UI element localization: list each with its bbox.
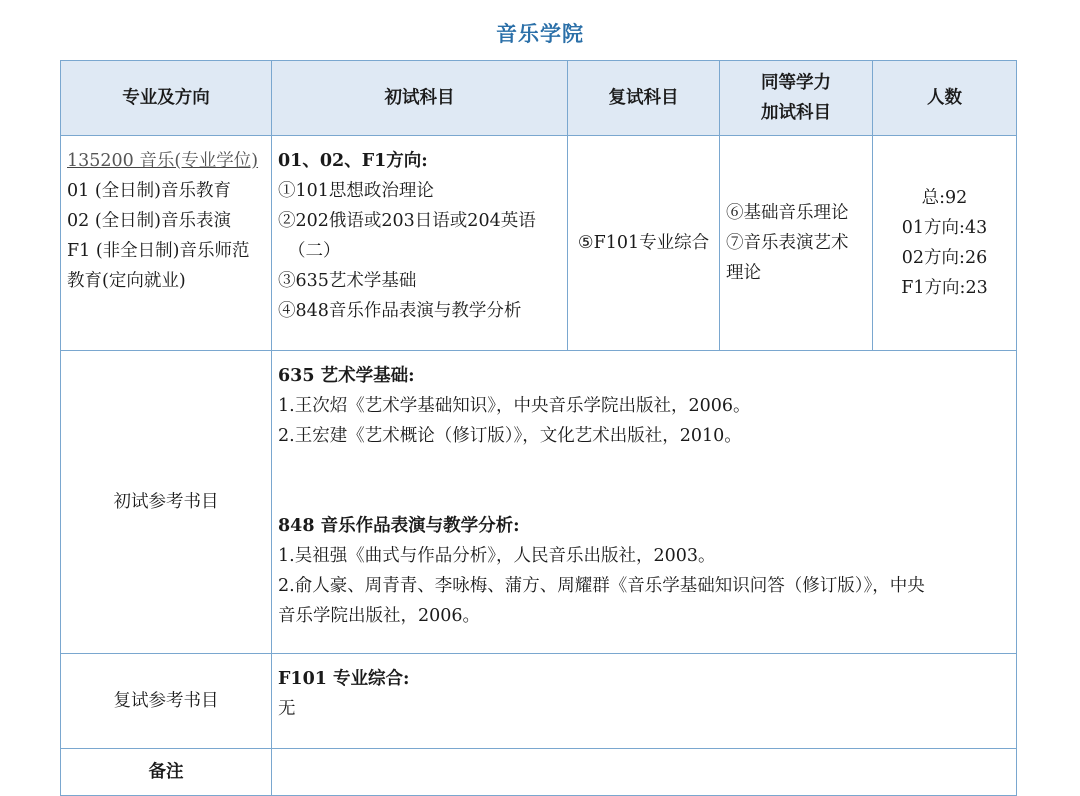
refs-635-item-1: 1.王次炤《艺术学基础知识》，中央音乐学院出版社，2006。	[278, 396, 751, 416]
retest-refs-heading: F101 专业综合:	[278, 669, 410, 689]
header-extra-line1: 同等学力	[761, 73, 831, 93]
first-refs-content	[272, 351, 1017, 654]
refs-635-item-2: 2.王宏建《艺术概论（修订版）》，文化艺术出版社，2010。	[278, 426, 742, 446]
spacer	[278, 451, 1010, 511]
refs-635-heading: 635 艺术学基础:	[278, 366, 415, 386]
retest-refs-value: 无	[278, 699, 296, 719]
header-row	[61, 61, 1017, 136]
direction-f1-cont: 教育(定向就业)	[67, 271, 186, 291]
header-extra-exam	[720, 61, 873, 136]
header-extra-line2: 加试科目	[761, 103, 831, 123]
refs-848-item-2: 2.俞人豪、周青青、李咏梅、蒲方、周耀群《音乐学基础知识问答（修订版）》，中央	[278, 576, 925, 596]
retest-refs-row	[61, 654, 1017, 749]
first-exam-cell	[272, 136, 568, 351]
refs-848-item-2-cont: 音乐学院出版社，2006。	[278, 606, 481, 626]
program-code: 135200 音乐(专业学位)	[67, 151, 259, 171]
extra-exam-subject-7: ⑦音乐表演艺术	[726, 233, 849, 253]
header-retest-exam: 复试科目	[568, 61, 720, 136]
header-count: 人数	[873, 61, 1017, 136]
header-major: 专业及方向	[61, 61, 272, 136]
page-title: 音乐学院	[496, 21, 584, 46]
direction-01: 01 (全日制)音乐教育	[67, 181, 231, 201]
count-f1: F1方向:23	[901, 278, 988, 298]
refs-848-item-1: 1.吴祖强《曲式与作品分析》，人民音乐出版社，2003。	[278, 546, 716, 566]
extra-exam-subject-7-cont: 理论	[726, 263, 761, 283]
direction-02: 02 (全日制)音乐表演	[67, 211, 231, 231]
first-exam-subject-4: ④848音乐作品表演与教学分析	[278, 301, 522, 321]
program-row	[61, 136, 1017, 351]
major-cell	[61, 136, 272, 351]
first-refs-row	[61, 351, 1017, 654]
count-02: 02方向:26	[901, 248, 988, 268]
header-first-exam: 初试科目	[272, 61, 568, 136]
count-total: 总:92	[921, 188, 968, 208]
count-01: 01方向:43	[901, 218, 988, 238]
retest-refs-label: 复试参考书目	[61, 654, 272, 749]
first-refs-label: 初试参考书目	[61, 351, 272, 654]
first-exam-subject-2: ②202俄语或203日语或204英语	[278, 211, 536, 231]
count-cell	[873, 136, 1017, 351]
notes-value	[272, 749, 1017, 796]
extra-exam-cell	[720, 136, 873, 351]
retest-exam-cell: ⑤F101专业综合	[568, 136, 720, 351]
retest-refs-content	[272, 654, 1017, 749]
first-exam-heading: 01、02、F1方向:	[278, 151, 428, 171]
notes-row	[61, 749, 1017, 796]
first-exam-subject-1: ①101思想政治理论	[278, 181, 434, 201]
admissions-table	[60, 60, 1017, 796]
notes-label: 备注	[61, 749, 272, 796]
extra-exam-subject-6: ⑥基础音乐理论	[726, 203, 849, 223]
first-exam-subject-2-cont: （二）	[288, 241, 341, 261]
refs-848-heading: 848 音乐作品表演与教学分析:	[278, 516, 520, 536]
direction-f1: F1 (非全日制)音乐师范	[67, 241, 250, 261]
first-exam-subject-3: ③635艺术学基础	[278, 271, 417, 291]
